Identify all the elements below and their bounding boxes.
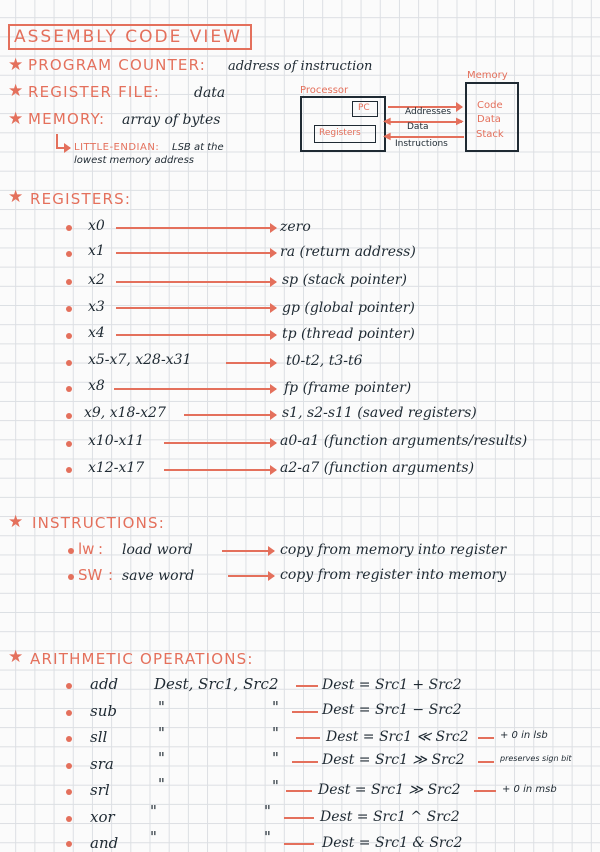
arrow-icon [116,281,276,283]
dash-line [292,711,318,713]
ditto-mark: " [272,777,279,795]
dash-line [296,685,318,687]
bullet-icon [66,279,72,285]
bullet-icon [66,441,72,447]
instructions-arrow-line [390,136,464,138]
register-file-desc: data [194,85,226,101]
bullet-icon [66,413,72,419]
arrow-icon [222,550,274,552]
ditto-mark: " [158,775,165,793]
op-expr: Dest = Src1 ≫ Src2 [322,752,465,768]
register-name: x0 [88,218,105,234]
register-desc: a0-a1 (function arguments/results) [280,433,528,449]
star-icon: ★ [8,55,24,75]
arrow-icon [116,307,276,309]
arrow-icon [164,442,276,444]
right-arrowhead-icon: ▶ [456,116,464,127]
arrow-icon [114,388,276,390]
register-desc: sp (stack pointer) [282,272,407,288]
star-icon: ★ [8,109,24,129]
op-name: and [90,834,119,852]
arrow-icon [228,575,274,577]
register-name: x5-x7, x28-x31 [88,352,192,368]
dash-line [284,843,314,845]
dash-line [474,790,496,792]
star-icon: ★ [8,81,24,101]
arithmetic-heading: ARITHMETIC OPERATIONS: [30,650,254,668]
arrow-icon [226,362,276,364]
register-desc: fp (frame pointer) [284,380,412,396]
instructions-label: Instructions [395,139,448,149]
register-desc: zero [280,219,311,235]
op-expr: Dest = Src1 ≫ Src2 [318,782,461,798]
bullet-icon [66,225,72,231]
page-title: ASSEMBLY CODE VIEW [14,27,242,47]
star-icon: ★ [8,187,24,207]
ditto-mark: " [264,828,271,846]
bullet-icon [66,333,72,339]
registers-label: Registers [319,128,361,138]
arrow-icon [116,227,276,229]
op-note: + 0 in lsb [500,730,548,741]
op-expr: Dest = Src1 ≪ Src2 [326,729,469,745]
left-arrowhead-icon: ◀ [383,131,391,142]
bullet-icon [66,841,72,847]
memory-box-label: Memory [467,70,508,81]
register-desc: s1, s2-s11 (saved registers) [282,405,477,421]
instructions-heading: INSTRUCTIONS: [32,514,165,532]
op-name: add [90,675,119,693]
addresses-label: Addresses [405,107,452,117]
colon: : [98,540,104,558]
register-name: x12-x17 [88,460,145,476]
bullet-icon [66,710,72,716]
bullet-icon [66,386,72,392]
op-note: + 0 in msb [502,784,557,795]
colon: : [108,566,114,584]
data-label: Data [407,122,429,132]
register-file-label: REGISTER FILE: [28,83,161,101]
register-name: x4 [88,325,105,341]
op-name: sub [90,702,117,720]
memory-label: MEMORY: [28,110,106,128]
register-name: x9, x18-x27 [84,405,166,421]
ditto-mark: " [272,698,279,716]
instruction-desc: copy from memory into register [280,542,507,558]
op-name: srl [90,781,110,799]
star-icon: ★ [8,512,24,532]
program-counter-label: PROGRAM COUNTER: [28,56,207,74]
bullet-icon [68,574,74,580]
memory-item: Stack [476,129,504,140]
dash-line [284,817,314,819]
op-expr: Dest = Src1 ^ Src2 [320,809,460,825]
arrow-icon [184,414,276,416]
memory-item: Data [477,114,501,125]
memory-item: Code [477,100,503,111]
bullet-icon [66,467,72,473]
arrow-icon [164,469,276,471]
register-desc: tp (thread pointer) [282,326,415,342]
registers-heading: REGISTERS: [30,190,132,208]
left-arrowhead-icon: ◀ [383,116,391,127]
operands: Dest, Src1, Src2 [154,675,279,693]
instruction-desc: copy from register into memory [280,567,507,583]
register-name: x2 [88,272,105,288]
bullet-icon [66,763,72,769]
processor-label: Processor [300,85,349,96]
dash-line [296,737,320,739]
ditto-mark: " [158,749,165,767]
register-name: x3 [88,299,105,315]
ditto-mark: " [150,828,157,846]
register-name: x8 [88,378,105,394]
register-name: x1 [88,243,105,259]
register-desc: t0-t2, t3-t6 [286,353,363,369]
op-expr: Dest = Src1 + Src2 [322,677,462,693]
ditto-mark: " [264,802,271,820]
bullet-icon [66,736,72,742]
bullet-icon [68,548,74,554]
op-name: sra [90,755,114,773]
bullet-icon [66,816,72,822]
op-expr: Dest = Src1 & Src2 [322,835,463,851]
instruction-name: load word [122,542,193,558]
instruction-op: lw [78,540,95,558]
op-expr: Dest = Src1 − Src2 [322,702,462,718]
bullet-icon [66,789,72,795]
dash-line [478,761,494,763]
instruction-name: save word [122,568,195,584]
ditto-mark: " [158,724,165,742]
register-name: x10-x11 [88,433,145,449]
program-counter-desc: address of instruction [228,59,373,74]
little-endian-label: LITTLE-ENDIAN: [74,142,160,153]
instruction-op: SW [78,566,103,584]
bullet-icon [66,251,72,257]
arrow-icon [116,334,276,336]
arrow-icon [116,252,276,254]
ditto-mark: " [158,698,165,716]
ditto-mark: " [272,749,279,767]
hook-arrow-icon [56,147,70,149]
register-desc: ra (return address) [280,244,416,260]
register-desc: gp (global pointer) [282,300,415,316]
register-desc: a2-a7 (function arguments) [280,460,475,476]
little-endian-desc2: lowest memory address [74,155,195,166]
star-icon: ★ [8,647,24,667]
dash-line [478,737,494,739]
op-name: sll [90,728,108,746]
ditto-mark: " [272,724,279,742]
bullet-icon [66,683,72,689]
dash-line [286,790,312,792]
ditto-mark: " [150,802,157,820]
bullet-icon [66,306,72,312]
pc-label: PC [358,103,370,113]
memory-desc: array of bytes [122,112,221,128]
hook-line [56,134,58,148]
dash-line [292,761,318,763]
op-note: preserves sign bit [500,754,572,763]
little-endian-desc1: LSB at the [172,142,224,153]
bullet-icon [66,360,72,366]
op-name: xor [90,808,115,826]
